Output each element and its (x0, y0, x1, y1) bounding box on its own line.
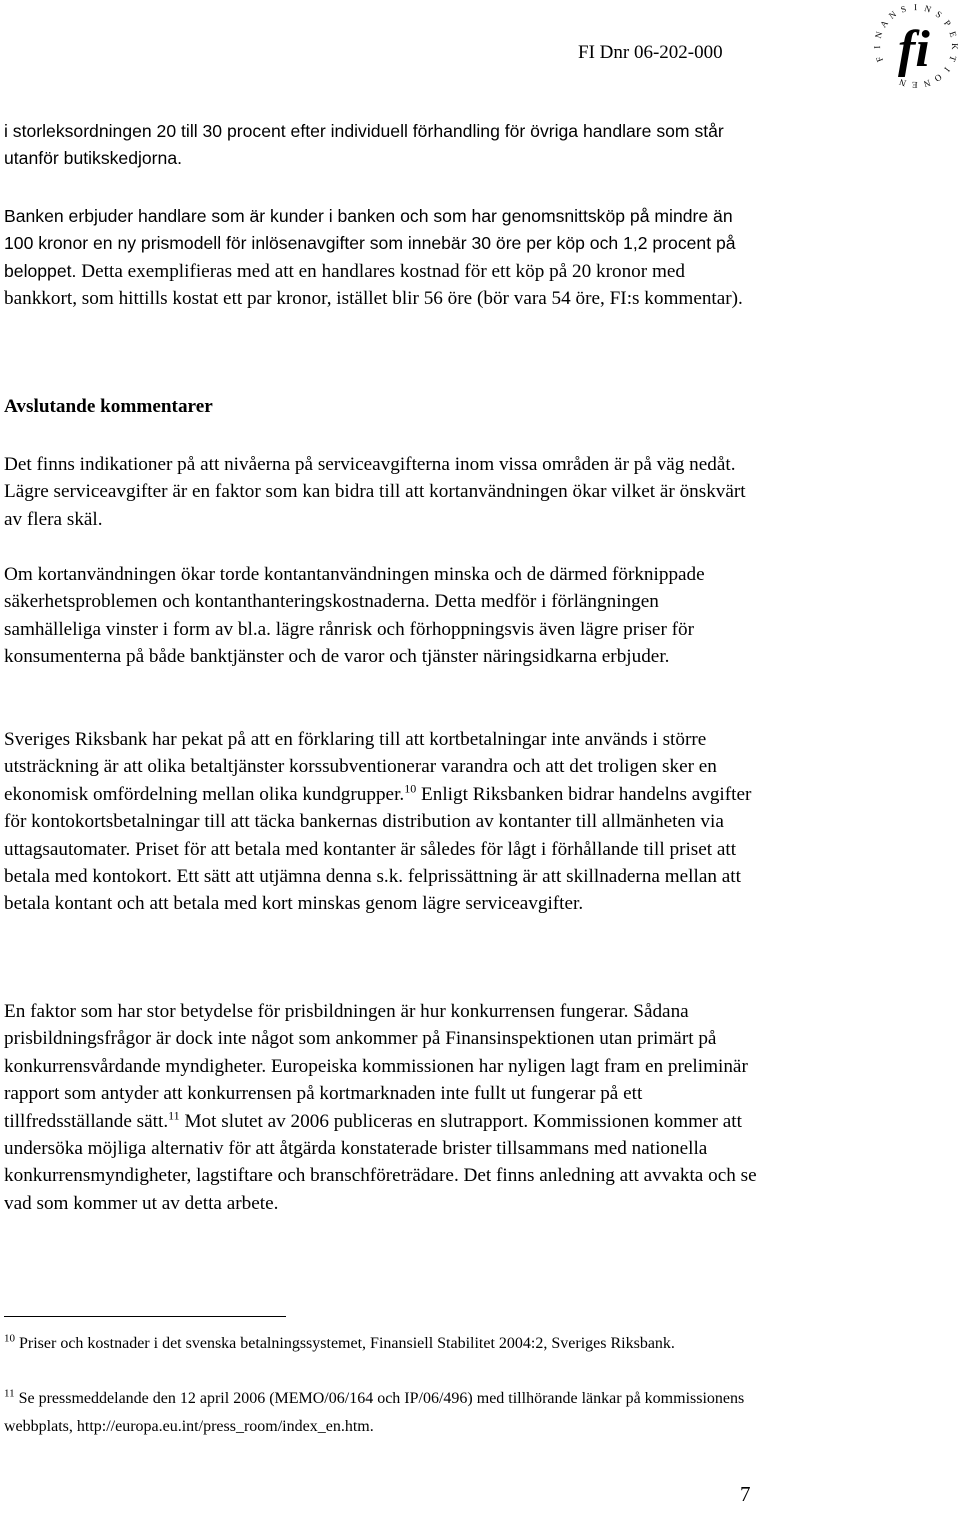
paragraph-3: Det finns indikationer på att nivåerna på serviceavgifterna inom vissa områden är på väg nedåt. Lägre serviceavgifter är en faktor som kan bidra till att kortanvändningen ökar vilket är önskvärt av flera skäl. (4, 454, 746, 530)
footnote-text: Se pressmeddelande den 12 april 2006 (MEMO/06/164 och IP/06/496) med tillhörande länkar på kommissionens webbplats, http://europa.eu.int/press_room/index_en.htm. (4, 1390, 745, 1435)
section-heading: Avslutande kommentarer (4, 396, 213, 417)
logo-ring-letter: I (914, 2, 918, 13)
paragraph-5-part-a: Sveriges Riksbank har pekat på att en förklaring till att kortbetalningar inte används i större utsträckning är att olika betaltjänster korssubventionerar varandra och att det troligen sker en ekonomisk omfördelning mellan olika kundgrupper. (4, 729, 717, 805)
paragraph-5-part-b: Enligt Riksbanken bidrar handelns avgifter för kontokortsbetalningar till att täcka bankernas distribution av kontanter till allmänheten via uttagsautomater. Priset för att betala med kontanter är således för lågt i förhållande till priset att betala med kontokort. Ett sätt att utjämna denna s.k. felprissättning är att skillnaderna mellan att betala kontant och att betala med kort minskas genom lägre serviceavgifter. (4, 783, 752, 915)
document-number: FI Dnr 06-202-000 (578, 42, 723, 63)
logo-ring-letter: S (899, 3, 908, 15)
paragraph-2-part-b: Detta exemplifieras med att en handlares kostnad för ett köp på 20 kronor med bankkort, som hittills kostat ett par kronor, istället blir 56 öre (bör vara 54 öre, FI:s kommentar). (4, 260, 743, 310)
logo-ring-letter: E (911, 79, 918, 90)
footnote-11 (4, 1385, 760, 1440)
paragraph-6-part-b: Mot slutet av 2006 publiceras en slutrapport. Kommissionen kommer att undersöka möjliga alternativ för att åtgärda konstaterade brister tillsammans med nationella konkurrensmyndigheter, lagstiftare och branschföreträdare. Det finns anledning att avvakta och se vad som kommer ut av detta arbete. (4, 1110, 757, 1214)
paragraph-4: Om kortanvändningen ökar torde kontantanvändningen minska och de därmed förknippade säkerhetsproblemen och kontanthanteringskostnaderna. Detta medför i förlängningen samhälleliga vinster i form av bl.a. lägre rånrisk och förhoppningsvis även lägre priser för konsumenterna på både banktjänster och de varor och tjänster näringsidkarna erbjuder. (4, 564, 705, 668)
logo-ring-letter: N (923, 3, 933, 15)
logo-ring-letter: F (873, 55, 885, 64)
paragraph-5 (4, 726, 760, 918)
logo-ring-letter: N (897, 76, 908, 89)
logo-ring-letter: I (942, 65, 952, 74)
logo-ring-letter: K (949, 43, 960, 50)
logo-ring-letter: O (932, 72, 944, 84)
logo-ring-letter: A (878, 18, 890, 30)
page-number: 7 (740, 1482, 751, 1506)
paragraph-1: i storleksordningen 20 till 30 procent efter individuell förhandling för övriga handlare som står utanför butikskedjorna. (4, 121, 724, 169)
logo-ring-letter: N (886, 9, 899, 21)
footnote-divider (4, 1316, 286, 1317)
logo-ring-letter: T (947, 54, 959, 63)
logo-ring-letter: N (922, 77, 932, 90)
footnote-number: 10 (4, 1332, 15, 1345)
logo-ring-letter: P (942, 18, 954, 29)
logo-ring-letter: E (947, 30, 959, 39)
paragraph-6-part-a: En faktor som har stor betydelse för prisbildningen är hur konkurrensen fungerar. Sådana prisbildningsfrågor är dock inte något som ankommer på Finansinspektionen utan primärt på konkurrensvårdande myndigheter. Europeiska kommissionen har nyligen lagt fram en preliminär rapport som antyder att konkurrensen på kortmarknaden inte fullt ut fungerar på ett tillfredsställande sätt. (4, 1001, 748, 1132)
logo-ring-letter: S (933, 8, 944, 20)
svg-text:fi: fi (898, 21, 930, 78)
finansinspektionen-logo (868, 2, 960, 90)
footnote-10 (4, 1330, 760, 1358)
footnote-text: Priser och kostnader i det svenska betalningssystemet, Finansiell Stabilitet 2004:2, Sveriges Riksbank. (15, 1335, 675, 1352)
footnote-number: 11 (4, 1387, 15, 1400)
footnote-ref-11[interactable]: 11 (168, 1108, 180, 1123)
paragraph-6 (4, 998, 760, 1217)
logo-ring-letter: N (872, 30, 885, 40)
paragraph-2 (4, 203, 760, 313)
logo-ring-letter: I (872, 45, 883, 49)
footnote-ref-10[interactable]: 10 (404, 781, 417, 796)
paragraph-2-part-a: Banken erbjuder handlare som är kunder i banken och som har genomsnittsköp på mindre än 100 kronor en ny prismodell för inlösenavgifter som innebär 30 öre per köp och 1,2 procent på beloppet. (4, 206, 736, 281)
